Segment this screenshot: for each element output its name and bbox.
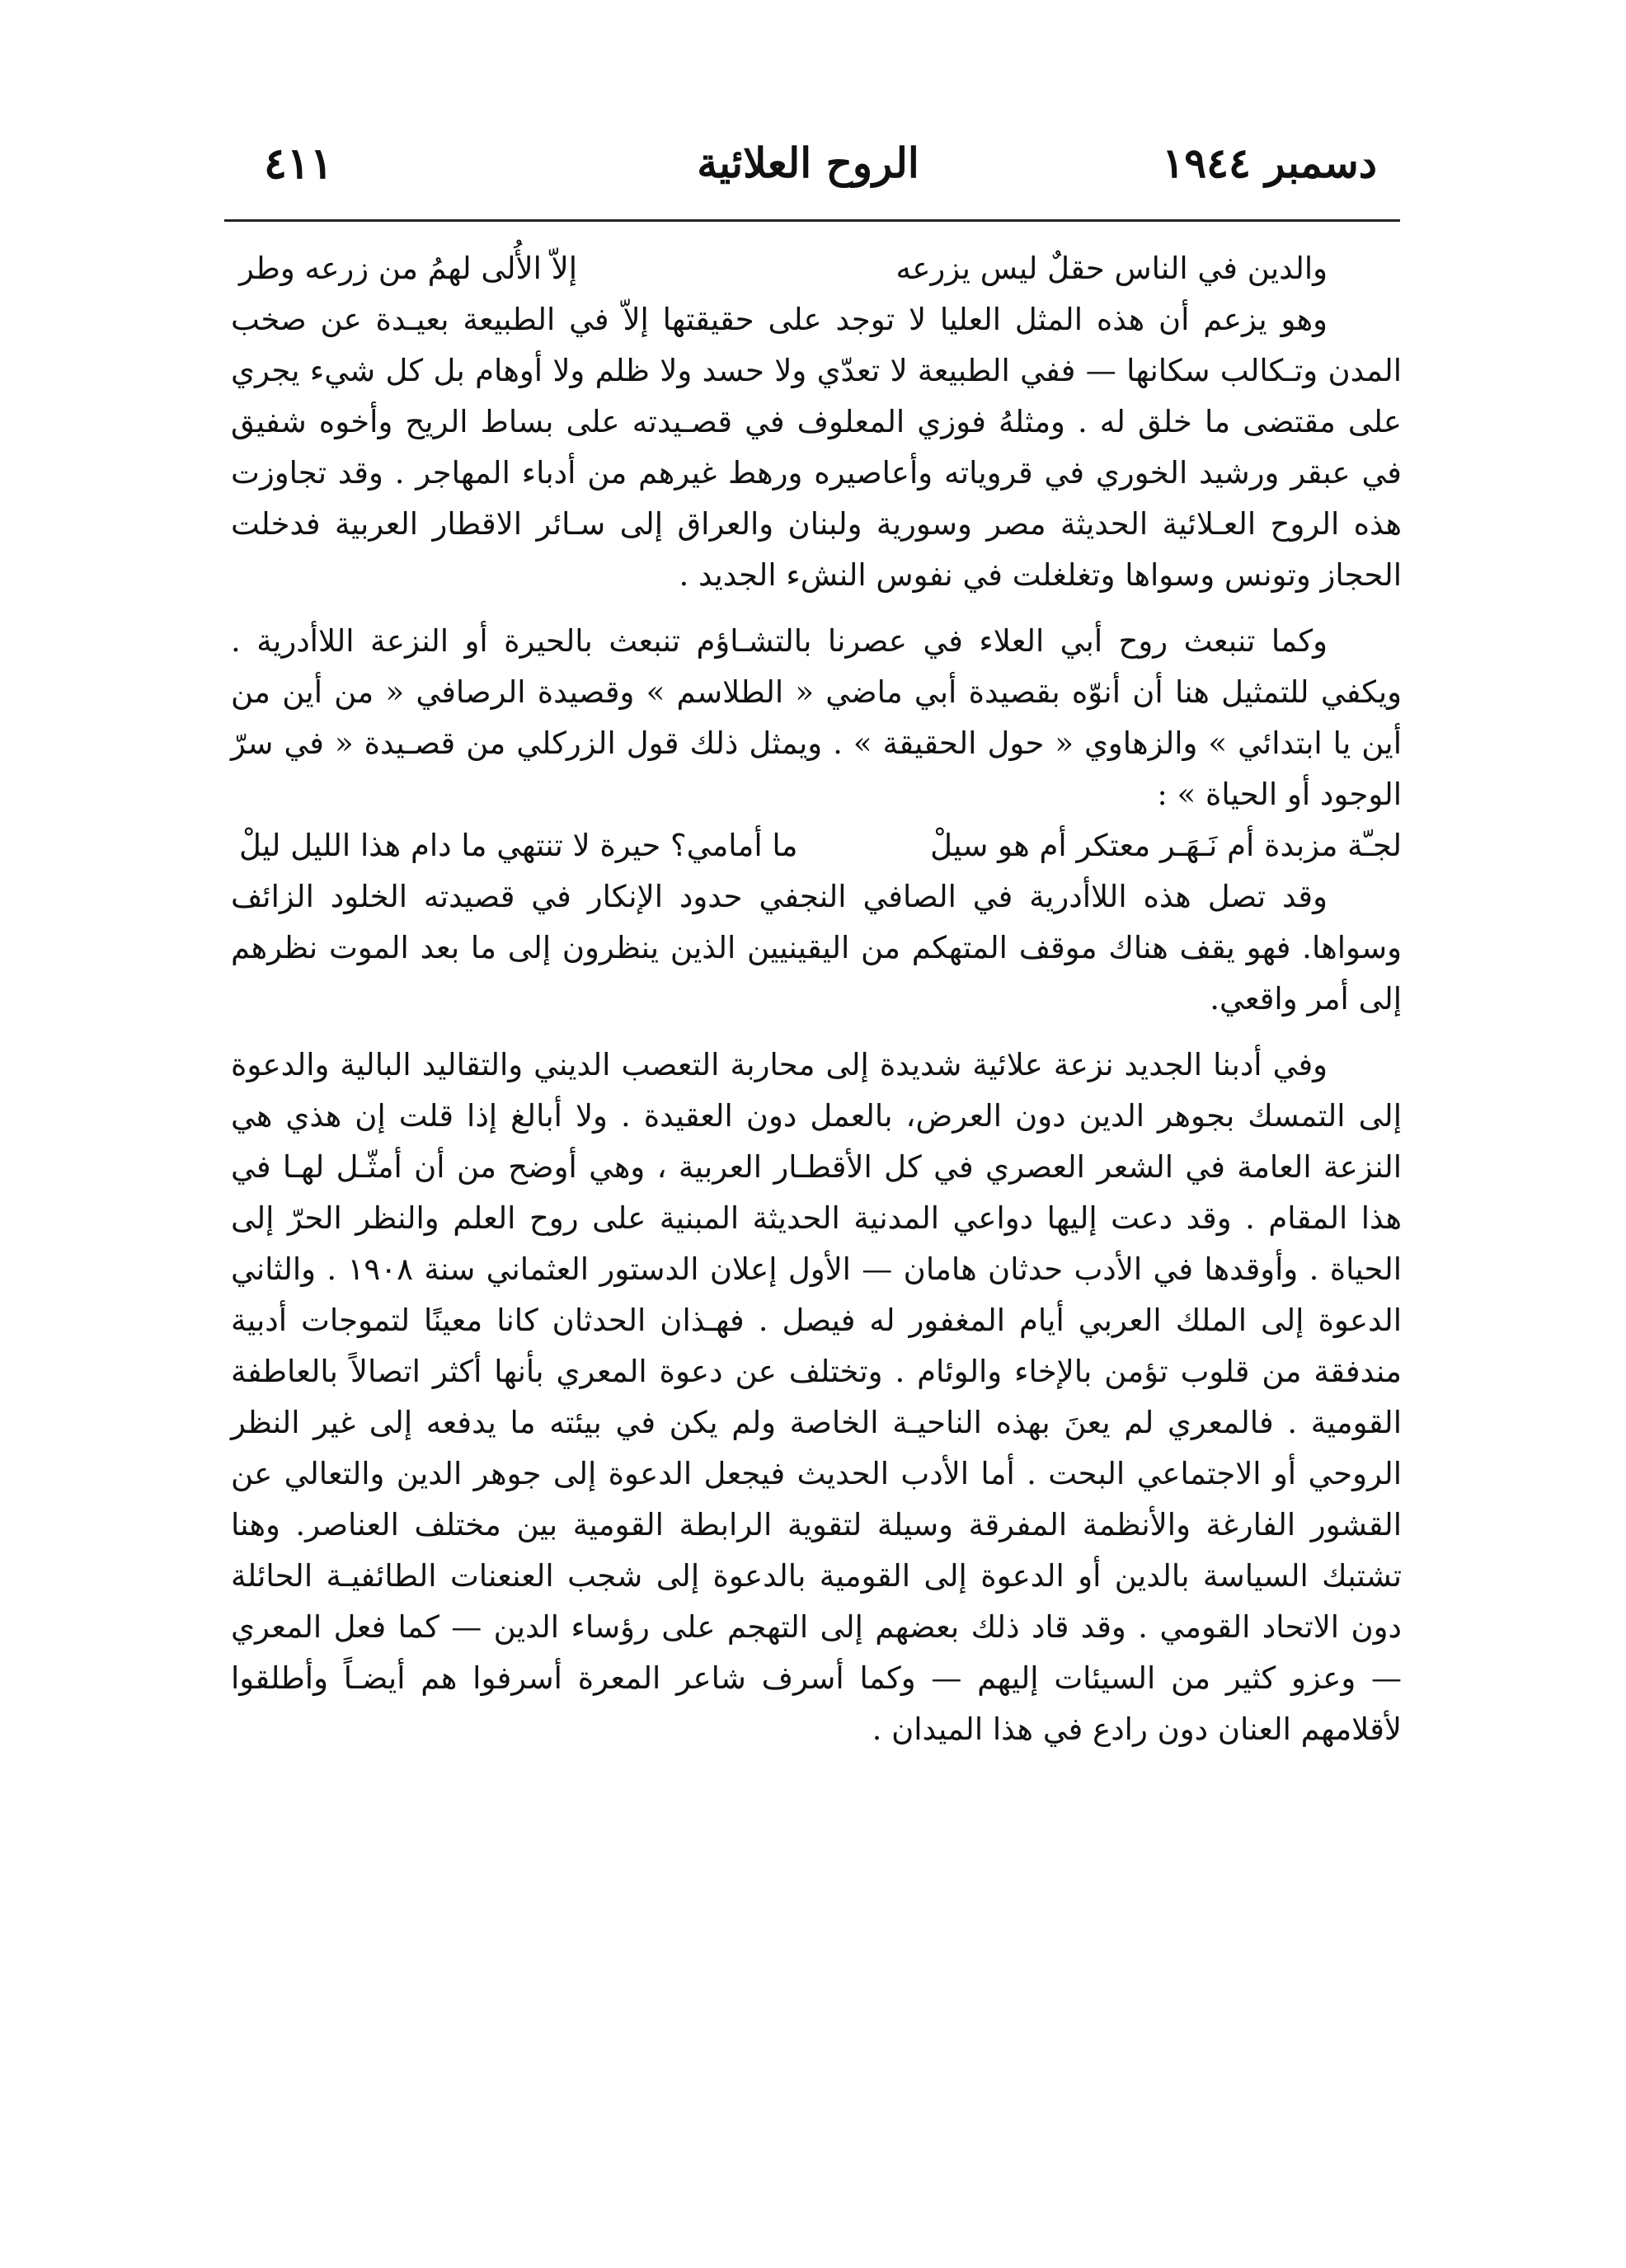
verse-line: [231, 820, 1402, 871]
running-title: الروح العلائية: [697, 139, 919, 187]
verse-second-hemistich: إلاّ الأُلى لهمُ من زرعه وطر: [239, 251, 577, 286]
paragraph: وهو يزعم أن هذه المثل العليا لا توجد على حقيقتها إلاّ في الطبيعة بعيـدة عن صخب المدن وتـكالب سكانها — ففي الطبيعة لا تعدّي ولا حسد ولا ظلم ولا أوهام بل كل شيء يجري على مقتضى ما خلق له . ومثلهُ فوزي المعلوف في قصـيدته على بساط الريح وأخوه شفيق في عبقر ورشيد الخوري في قروياته وأعاصيره ورهط غيرهم من أدباء المهاجر . وقد تجاوزت هذه الروح العـلائية الحديثة مصر وسورية ولبنان والعراق إلى سـائر الاقطار العربية فدخلت الحجاز وتونس وسواها وتغلغلت في نفوس النشء الجديد .: [231, 302, 1402, 593]
verse-first-hemistich: والدين في الناس حقلٌ ليس يزرعه: [895, 251, 1328, 286]
page-header: [239, 124, 1377, 198]
article-body: [231, 243, 1402, 1755]
issue-date: دسمبر ١٩٤٤: [1162, 139, 1377, 187]
verse-first-hemistich: لجـّة مزبدة أم نَـهَـر معتكر أم هو سيلْ: [930, 828, 1402, 863]
header-rule: [224, 219, 1400, 222]
paragraph: وقد تصل هذه اللاأدرية في الصافي النجفي حدود الإنكار في قصيدته الخلود الزائف وسواها. فهو يقف هناك موقف المتهكم من اليقينيين الذين ينظرون إلى ما بعد الموت نظرهم إلى أمر واقعي.: [231, 879, 1402, 1017]
verse-second-hemistich: ما أمامي؟ حيرة لا تنتهي ما دام هذا الليل ليلْ: [239, 828, 798, 863]
paragraph: وفي أدبنا الجديد نزعة علائية شديدة إلى محاربة التعصب الديني والتقاليد البالية والدعوة إلى التمسك بجوهر الدين دون العرض، بالعمل دون العقيدة . ولا أبالغ إذا قلت إن هذي هي النزعة العامة في الشعر العصري في كل الأقطـار العربية ، وهي أوضح من أن أمثّـل لهـا في هذا المقام . وقد دعت إليها دواعي المدنية الحديثة المبنية على روح العلم والنظر الحرّ إلى الحياة . وأوقدها في الأدب حدثان هامان — الأول إعلان الدستور العثماني سنة ١٩٠٨ . والثاني الدعوة إلى الملك العربي أيام المغفور له فيصل . فهـذان الحدثان كانا معينًا لتموجات أدبية مندفقة من قلوب تؤمن بالإخاء والوئام . وتختلف عن دعوة المعري بأنها أكثر اتصالاً بالعاطفة القومية . فالمعري لم يعنَ بهذه الناحيـة الخاصة ولم يكن في بيئته ما يدفعه إلى غير النظر الروحي أو الاجتماعي البحت . أما الأدب الحديث فيجعل الدعوة إلى جوهر الدين والتعالي عن القشور الفارغة والأنظمة المفرقة وسيلة لتقوية الرابطة القومية بين مختلف العناصر. وهنا تشتبك السياسة بالدين أو الدعوة إلى القومية بالدعوة إلى شجب العنعنات الطائفيـة الحائلة دون الاتحاد القومي . وقد قاد ذلك بعضهم إلى التهجم على رؤساء الدين — كما فعل المعري — وعزو كثير من السيئات إليهم — وكما أسرف شاعر المعرة أسرفوا هم أيضـاً وأطلقوا لأقلامهم العنان دون رادع في هذا الميدان .: [231, 1047, 1402, 1747]
paragraph: وكما تنبعث روح أبي العلاء في عصرنا بالتشـاؤم تنبعث بالحيرة أو النزعة اللاأدرية . ويكفي للتمثيل هنا أن أنوّه بقصيدة أبي ماضي « الطلاسم » وقصيدة الرصافي « من أين من أين يا ابتدائي » والزهاوي « حول الحقيقة » . ويمثل ذلك قول الزركلي من قصـيدة « في سرّ الوجود أو الحياة » :: [231, 623, 1402, 812]
page-number: ٤١١: [264, 139, 333, 189]
verse-line: [231, 243, 1402, 294]
